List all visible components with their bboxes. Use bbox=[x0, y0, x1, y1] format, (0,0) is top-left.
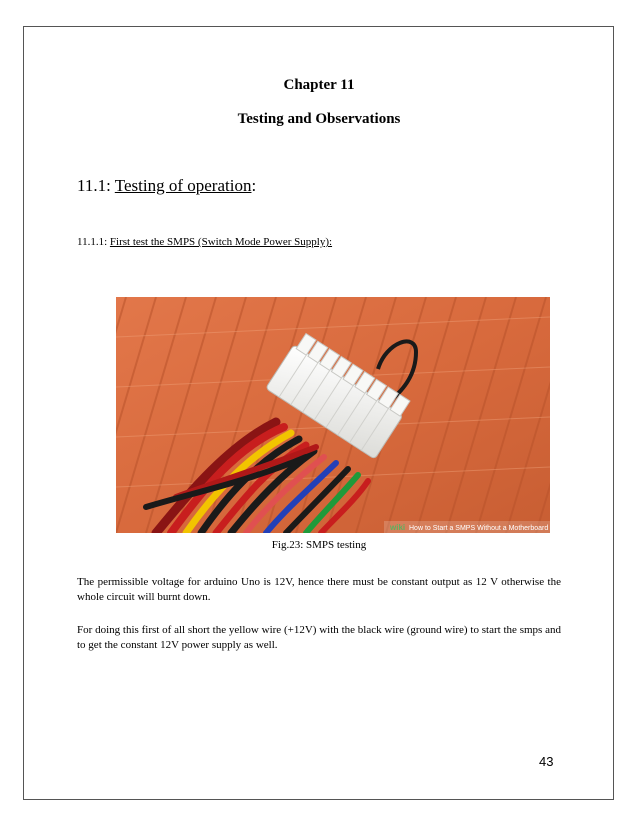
page-number: 43 bbox=[539, 754, 554, 769]
subsection-heading bbox=[77, 236, 332, 248]
figure-caption: Fig.23: SMPS testing bbox=[271, 539, 367, 551]
chapter-number: Chapter 11 bbox=[283, 77, 355, 93]
section-suffix: : bbox=[251, 176, 257, 195]
smps-photo bbox=[116, 297, 550, 533]
chapter-title: Testing and Observations bbox=[237, 111, 401, 127]
section-title: Testing of operation bbox=[114, 176, 252, 195]
watermark-text: How to Start a SMPS Without a Motherboard bbox=[409, 525, 549, 532]
subsection-number: 11.1.1: bbox=[77, 236, 108, 248]
smps-photo-illustration bbox=[116, 297, 550, 533]
section-number: 11.1: bbox=[77, 176, 111, 195]
section-heading bbox=[77, 176, 256, 196]
paragraph-2: For doing this first of all short the yellow wire (+12V) with the black wire (ground wire) to start the smps and to get the constant 12V power supply as well. bbox=[77, 624, 561, 651]
paragraph-1: The permissible voltage for arduino Uno is 12V, hence there must be constant output as 12 V otherwise the whole circuit will burnt down. bbox=[77, 576, 561, 603]
subsection-title: First test the SMPS (Switch Mode Power Supply): bbox=[109, 236, 333, 248]
watermark-brand: wiki bbox=[390, 523, 406, 532]
